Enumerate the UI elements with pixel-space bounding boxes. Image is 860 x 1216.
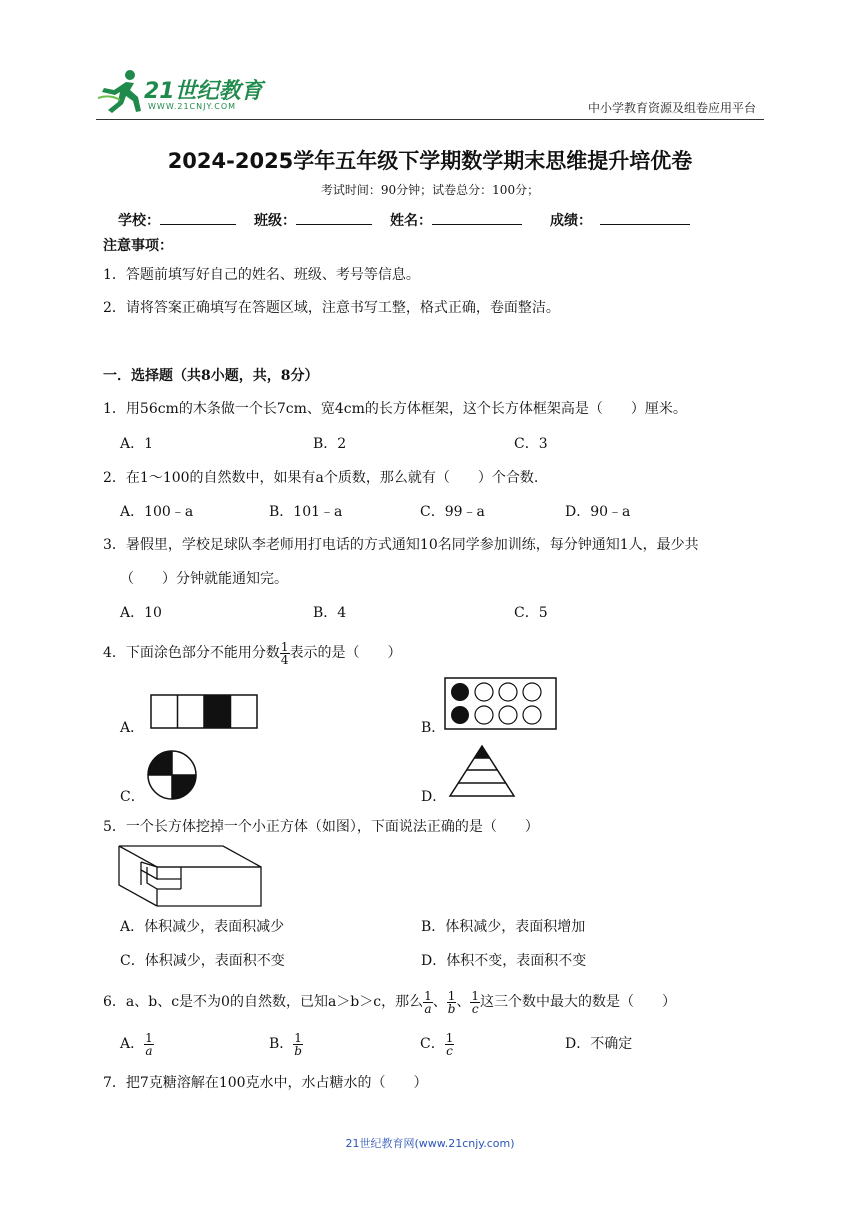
note-item-1: 1．答题前填写好自己的姓名、班级、考号等信息。 (103, 267, 420, 283)
class-blank[interactable] (296, 210, 372, 225)
q4-frac-num: 1 (280, 639, 289, 654)
q4-option-b[interactable]: B． (421, 720, 446, 736)
name-field (390, 210, 522, 231)
score-field (550, 210, 690, 231)
q6-option-c-frac (445, 1032, 455, 1057)
note-item-2: 2．请将答案正确填写在答题区域，注意书写工整，格式正确，卷面整洁。 (103, 300, 560, 316)
q2-option-a[interactable]: A．100﹣a (120, 504, 194, 520)
question-5: 5．一个长方体挖掉一个小正方体（如图），下面说法正确的是（ ） (103, 819, 539, 835)
q3-option-c[interactable]: C．5 (514, 605, 548, 621)
q6-option-c[interactable] (420, 1028, 454, 1060)
question-2: 2．在1～100的自然数中，如果有a个质数，那么就有（ ）个合数. (103, 470, 539, 486)
q6-frac-b (447, 990, 457, 1015)
q6-option-c-label: C． (420, 1036, 445, 1052)
q1-option-b[interactable]: B．2 (313, 436, 347, 452)
q6-sep-1: 、 (432, 994, 447, 1010)
platform-label: 中小学教育资源及组卷应用平台 (587, 101, 756, 115)
q6-frac-c-num: 1 (471, 988, 480, 1003)
name-label: 姓名： (390, 213, 432, 229)
q6-option-a-label: A． (120, 1036, 145, 1052)
q6-frac-a-num: 1 (424, 988, 432, 1003)
footer-link[interactable]: 21世纪教育网(www.21cnjy.com) (345, 1137, 515, 1150)
exam-info: 考试时间：90分钟；试卷总分：100分； (320, 183, 540, 197)
q6-frac-c (470, 990, 480, 1015)
q6-option-b-den: b (294, 1043, 302, 1058)
q6-prefix: 6．a、b、c是不为0的自然数，已知a＞b＞c，那么 (103, 994, 424, 1010)
q6-frac-a (423, 990, 433, 1015)
q6-option-a-den: a (145, 1043, 153, 1058)
q4-figure-d (448, 744, 516, 798)
q6-option-a-num: 1 (145, 1030, 153, 1045)
runner-logo-icon (96, 68, 146, 114)
question-3-line-1: 3．暑假里，学校足球队李老师用打电话的方式通知10名同学参加训练，每分钟通知1人，最少共 (103, 537, 699, 553)
q6-frac-c-den: c (471, 1001, 479, 1016)
q2-option-d[interactable]: D．90﹣a (565, 504, 631, 520)
q4-figure-c (146, 749, 198, 801)
q5-cuboid-figure (117, 843, 265, 909)
question-3-line-2: （ ）分钟就能通知完。 (120, 571, 288, 587)
q6-frac-b-den: b (447, 1001, 456, 1016)
q1-option-a[interactable]: A．1 (120, 436, 154, 452)
q6-frac-a-den: a (424, 1001, 432, 1016)
q4-prefix: 4．下面涂色部分不能用分数 (103, 645, 280, 661)
school-label: 学校： (118, 213, 160, 229)
q2-option-c[interactable]: C．99﹣a (420, 504, 485, 520)
header-rule (96, 119, 764, 120)
question-6 (103, 986, 676, 1018)
q3-option-a[interactable]: A．10 (120, 605, 162, 621)
q4-option-d[interactable]: D． (421, 789, 447, 805)
q6-option-a[interactable] (120, 1028, 154, 1060)
q4-option-c[interactable]: C． (120, 789, 145, 805)
q6-option-b-num: 1 (294, 1030, 302, 1045)
school-blank[interactable] (160, 210, 236, 225)
q6-frac-b-num: 1 (447, 988, 456, 1003)
section-heading: 一．选择题（共8小题，共，8分） (103, 368, 319, 384)
q6-option-b-frac (293, 1032, 303, 1057)
q6-option-c-den: c (446, 1043, 453, 1058)
q4-frac-den: 4 (280, 652, 289, 667)
q4-fraction (280, 641, 290, 666)
question-1: 1．用56cm的木条做一个长7cm、宽4cm的长方体框架，这个长方体框架高是（ ）厘米。 (103, 401, 687, 417)
q5-option-a[interactable]: A．体积减少，表面积减少 (120, 919, 285, 935)
school-field (118, 210, 236, 231)
logo (96, 68, 266, 116)
question-7: 7．把7克糖溶解在100克水中，水占糖水的（ ） (103, 1075, 428, 1091)
q4-suffix: 表示的是（ ） (289, 645, 402, 661)
q6-option-b-label: B． (269, 1036, 294, 1052)
q4-figure-a (150, 694, 258, 730)
q5-option-c[interactable]: C．体积减少，表面积不变 (120, 953, 285, 969)
logo-subtext: WWW.21CNJY.COM (148, 102, 237, 111)
question-4 (103, 638, 402, 668)
notes-heading: 注意事项： (103, 238, 173, 254)
q1-option-c[interactable]: C．3 (514, 436, 548, 452)
name-blank[interactable] (432, 210, 522, 225)
q5-option-d[interactable]: D．体积不变，表面积不变 (421, 953, 587, 969)
q4-option-a[interactable]: A． (120, 720, 145, 736)
score-label: 成绩： (550, 213, 592, 229)
class-label: 班级： (254, 213, 296, 229)
q5-option-b[interactable]: B．体积减少，表面积增加 (421, 919, 586, 935)
q6-option-b[interactable] (269, 1028, 303, 1060)
q4-figure-b (444, 677, 558, 731)
q2-option-b[interactable]: B．101﹣a (269, 504, 343, 520)
class-field (254, 210, 372, 231)
q6-option-a-frac (144, 1032, 154, 1057)
q6-option-c-num: 1 (445, 1030, 454, 1045)
q6-suffix: 这三个数中最大的数是（ ） (480, 994, 677, 1010)
page-title: 2024-2025学年五年级下学期数学期末思维提升培优卷 (167, 149, 693, 173)
q3-option-b[interactable]: B．4 (313, 605, 347, 621)
q6-sep-2: 、 (456, 994, 471, 1010)
logo-text: 21世纪教育 (144, 79, 263, 104)
score-blank[interactable] (600, 210, 690, 225)
q6-option-d[interactable]: D．不确定 (565, 1036, 633, 1052)
